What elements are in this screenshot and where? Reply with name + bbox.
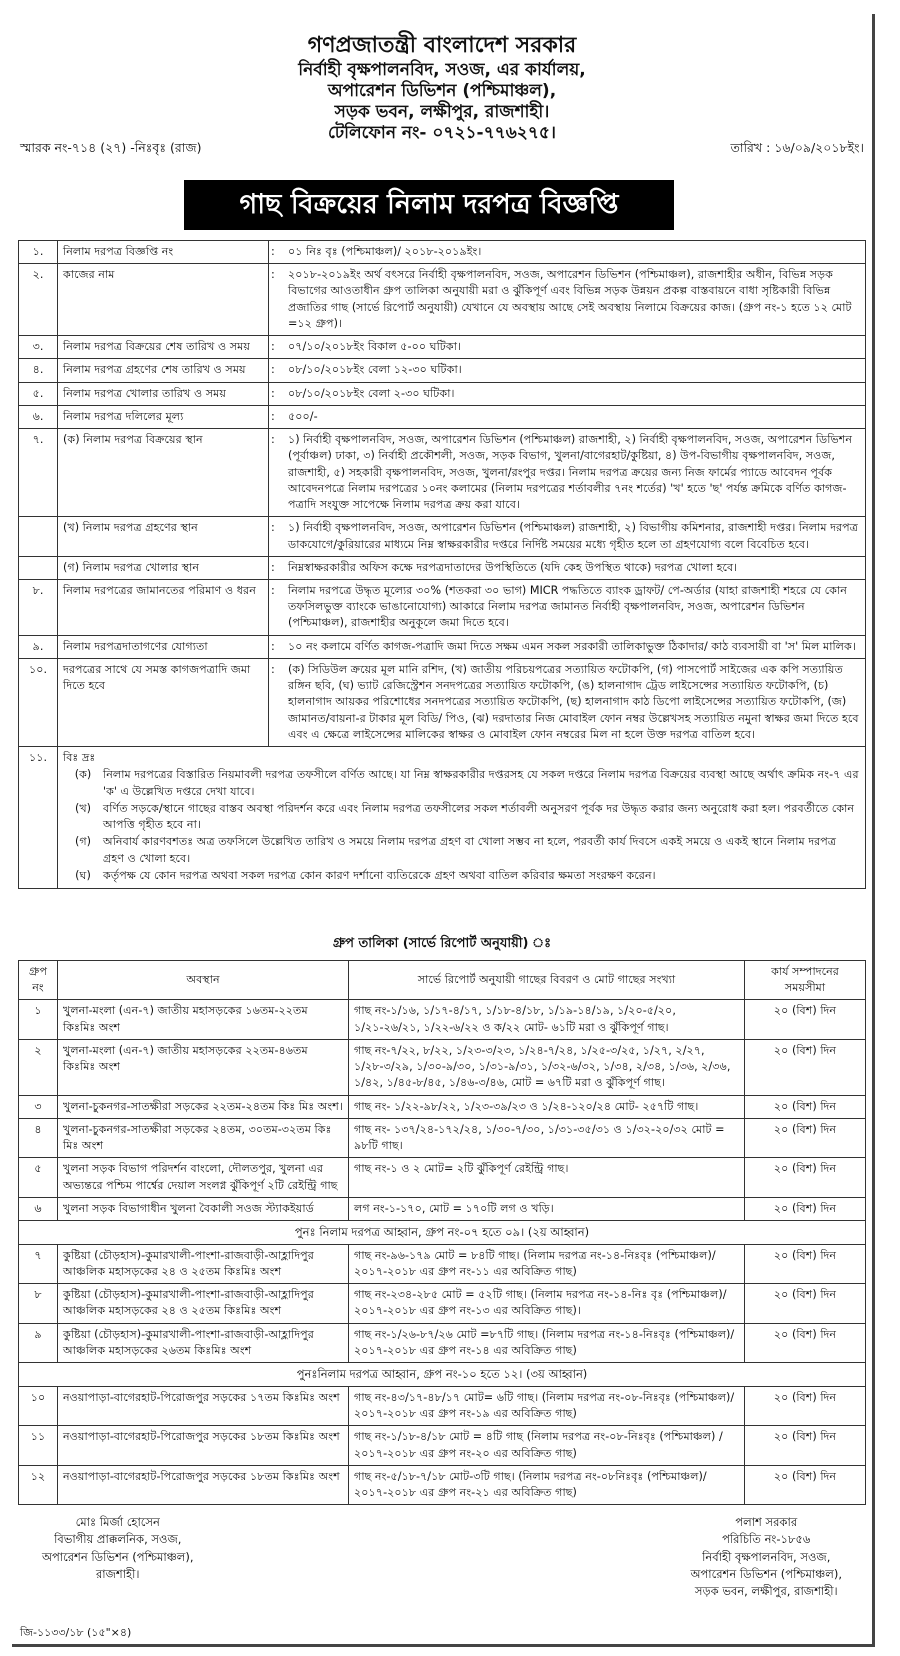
group-details: গাছ নং-৭/২২, ৮/২২, ১/২৩-৩/২৩, ১/২৪-৭/২৪, ১/২৫-৩/২৫, ১/২৭, ২/২৭, ১/২৮-৩/২৯, ১/৩০-৯/৩০, ১/৩১-৯/৩১, ১/৩২-৬/৩২, ১/৩৪, ২/৩৪, ১/৩৬, ২/৩৬, ১/৪২, ১/৪৫-৮/৪৫, ১/৪৬-৩/৪৬, মোট = ৬৭টি মরা ও ঝুঁকিপূর্ণ গাছ। [349,1039,745,1095]
group-number: ৭ [19,1244,58,1283]
item-number: ৫. [19,382,58,405]
group-row [19,1284,866,1323]
memo-number: স্মারক নং-৭১৪ (২৭) -নিঃবৃঃ (রাজ) [20,140,202,155]
signer-id: পরিচিতি নং-১৮৫৬ [722,1532,811,1547]
detail-row [19,517,866,556]
item-value: ০৮/১০/২০১৮ইং বেলা ১২-৩০ ঘটিকা। [283,359,866,382]
detail-row [19,658,866,746]
group-details: গাছ নং-১ ও ২ মোট= ২টি ঝুঁকিপূর্ণ রেইন্ট্রি গাছ। [349,1158,745,1197]
group-row [19,1386,866,1425]
detail-row [19,635,866,658]
signer-title: নির্বাহী বৃক্ষপালনবিদ, সওজ, [702,1549,831,1564]
print-code: জি-১১৩৩/১৮ (১৫"×৪) [20,1626,132,1639]
item-number: ১০. [19,658,58,746]
item-value: ১০ নং কলামে বর্ণিত কাগজ-পত্রাদি জমা দিতে সক্ষম এমন সকল সরকারী তালিকাভুক্ত ঠিকাদার/ কাঠ ব্যবসায়ী বা 'স' মিল মালিক। [283,635,866,658]
item-number [19,556,58,579]
item-label: নিলাম দরপত্রদাতাগণের যোগ্যতা [58,635,269,658]
note-item [63,801,860,833]
notice-page [12,14,875,1647]
group-location: খুলনা-মংলা (এন-৭) জাতীয় মহাসড়কের ১৬তম-২২তম কিঃমিঃ অংশ [58,1000,349,1039]
item-label: কাজের নাম [58,264,269,336]
colon-separator: : [269,359,284,382]
colon-separator: : [269,336,284,359]
group-duration: ২০ (বিশ) দিন [745,1284,866,1323]
colon-separator: : [269,382,284,405]
notice-title-banner: গাছ বিক্রয়ের নিলাম দরপত্র বিজ্ঞপ্তি [184,180,674,230]
signer-division: অপারেশন ডিভিশন (পশ্চিমাঞ্চল), [690,1566,842,1581]
detail-row [19,405,866,428]
group-row [19,1426,866,1465]
colon-separator: : [269,405,284,428]
signer-title: বিভাগীয় প্রাক্কলনিক, সওজ, [54,1532,182,1547]
note-text: কর্তৃপক্ষ যে কোন দরপত্র অথবা সকল দরপত্র কোন কারণ দর্শানো ব্যতিরেকে গ্রহণ অথবা বাতিল করিবার ক্ষমতা সংরক্ষণ করেন। [103,868,656,882]
item-label: নিলাম দরপত্র দলিলের মূল্য [58,405,269,428]
group-details: গাছ নং-১/২৬-৮৭/২৬ মোট =৮৭টি গাছ। (নিলাম দরপত্র নং-১৪-নিঃবৃঃ (পশ্চিমাঞ্চল)/২০১৭-২০১৮ এর গ্রুপ নং-১৪ এর অবিক্রিত গাছ) [349,1323,745,1362]
note-key: (ঘ) [75,868,91,882]
group-row [19,1158,866,1197]
group-duration: ২০ (বিশ) দিন [745,1386,866,1425]
group-details: গাছ নং-৫/১৮-৭/১৮ মোট-৩টি গাছ। (নিলাম দরপত্র নং-০৮নিঃবৃঃ (পশ্চিমাঞ্চল)/২০১৭-২০১৮ এর গ্রুপ নং-২১ এর অবিক্রিত গাছ) [349,1465,745,1504]
group-row [19,1000,866,1039]
header-line-4: সড়ক ভবন, লক্ষীপুর, রাজশাহী। [334,102,550,122]
colon-separator: : [269,556,284,579]
group-number: ৫ [19,1158,58,1197]
item-number: ৮. [19,579,58,635]
group-duration: ২০ (বিশ) দিন [745,1158,866,1197]
notes-number: ১১. [19,747,58,889]
group-row [19,1039,866,1095]
group-duration: ২০ (বিশ) দিন [745,1197,866,1220]
signer-division: অপারেশন ডিভিশন (পশ্চিমাঞ্চল), [42,1549,194,1564]
note-item [63,767,860,799]
item-number: ৭. [19,429,58,517]
notes-title: বিঃ দ্রঃ [63,751,96,765]
group-duration: ২০ (বিশ) দিন [745,1465,866,1504]
group-location: খুলনা-মংলা (এন-৭) জাতীয় মহাসড়কের ২২তম-৪৬তম কিঃমিঃ অংশ [58,1039,349,1095]
item-value: ২০১৮-২০১৯ইং অর্থ বৎসরে নির্বাহী বৃক্ষপালনবিদ, সওজ, অপারেশন ডিভিশন (পশ্চিমাঞ্চল), রাজশাহীর অধীন, বিভিন্ন সড়ক বিভাগের আওতাধীন গ্রুপ তালিকা অনুযায়ী মরা ও ঝুঁকিপূর্ণ এবং বিভিন্ন সড়ক উন্নয়ন প্রকল্প বাস্তবায়নে বাধা সৃষ্টিকারী বিভিন্ন প্রজাতির গাছ (সার্ভে রিপোর্ট অনুযায়ী) যেখানে যে অবস্থায় আছে সেই অবস্থায় নিলামে বিক্রয়ের কাজ। (গ্রুপ নং-১ হতে ১২ মোট =১২ গ্রুপ)। [283,264,866,336]
group-number: ৯ [19,1323,58,1362]
group-number: ১২ [19,1465,58,1504]
detail-row [19,579,866,635]
header-line-3: অপারেশন ডিভিশন (পশ্চিমাঞ্চল), [327,80,557,101]
note-text: অনিবার্য কারণবশতঃ অত্র তফসিলে উল্লেখিত তারিখ ও সময়ে নিলাম দরপত্র গ্রহণ বা খোলা সম্ভব না হলে, পরবর্তী কার্য দিবসে একই সময়ে ও একই স্থানে নিলাম দরপত্র গ্রহণ ও খোলা হবে। [103,835,837,865]
header-duration: কার্য সম্পাদনের সময়সীমা [745,961,866,1000]
group-location: নওয়াপাড়া-বাগেরহাট-পিরোজপুর সড়কের ১৭তম কিঃমিঃ অংশ [58,1386,349,1425]
signature-left [42,1514,194,1583]
group-location: খুলনা সড়ক বিভাগ পরিদর্শন বাংলো, দৌলতপুর, খুলনা এর অভ্যন্তরে পশ্চিম পার্শ্বের দেয়াল সংলগ্ন ঝুঁকিপূর্ণ ২টি রেইন্ট্রি গাছ [58,1158,349,1197]
item-label: দরপত্রের সাথে যে সমস্ত কাগজপত্রাদি জমা দিতে হবে [58,658,269,746]
header-location: অবস্থান [58,961,349,1000]
group-location: খুলনা সড়ক বিভাগাধীন খুলনা বৈকালী সওজ স্ট্যাকইয়ার্ড [58,1197,349,1220]
item-number: ৬. [19,405,58,428]
group-table-header [19,961,866,1000]
detail-row [19,336,866,359]
signer-name: মোঃ মির্জা হোসেন [75,1515,160,1529]
header-line-2: নির্বাহী বৃক্ষপালনবিদ, সওজ, এর কার্যালয়, [298,59,586,80]
group-number: ৩ [19,1095,58,1118]
group-duration: ২০ (বিশ) দিন [745,1095,866,1118]
group-details: গাছ নং-৯৬-১৭৯ মোট = ৮৪টি গাছ। (নিলাম দরপত্র নং-১৪-নিঃবৃঃ (পশ্চিমাঞ্চল)/২০১৭-২০১৮ এর গ্রুপ নং-১১ এর অবিক্রিত গাছ) [349,1244,745,1283]
group-number: ১১ [19,1426,58,1465]
signer-place: রাজশাহী। [95,1566,140,1581]
group-details: লগ নং-১-১৭০, মোট = ১৭০টি লগ ও খড়ি। [349,1197,745,1220]
item-number: ৩. [19,336,58,359]
colon-separator: : [269,264,284,336]
item-number: ৪. [19,359,58,382]
group-number: ২ [19,1039,58,1095]
group-details: গাছ নং-২৩৪-২৮৫ মোট = ৫২টি গাছ। (নিলাম দরপত্র নং-১৪-নিঃ বৃঃ (পশ্চিমাঞ্চল)/২০১৭-২০১৮ এর গ্রুপ নং-১৩ এর অবিক্রিত গাছ)। [349,1284,745,1323]
item-value: নিম্নস্বাক্ষরকারীর অফিস কক্ষে দরপত্রদাতাদের উপস্থিতিতে (যদি কেহ উপস্থিত থাকে) দরপত্র খোলা হবে। [283,556,866,579]
tender-details-table [18,240,866,889]
colon-separator: : [269,658,284,746]
group-location: খুলনা-চুকনগর-সাতক্ষীরা সড়কের ২২তম-২৪তম কিঃ মিঃ অংশ। [58,1095,349,1118]
item-number: ৯. [19,635,58,658]
group-row [19,1095,866,1118]
signer-address: সড়ক ভবন, লক্ষীপুর, রাজশাহী। [694,1584,838,1598]
group-row [19,1197,866,1220]
group-details: গাছ নং-১/১৮-৪/১৮ মোট = ৪টি গাছ (নিলাম দরপত্র নং-০৮-নিঃবৃঃ (পশ্চিমাঞ্চল) /২০১৭-২০১৮ এর গ্রুপ নং-২০ এর অবিক্রিত গাছ) [349,1426,745,1465]
group-details: গাছ নং- ১/২২-৯৮/২২, ১/২৩-৩৯/২৩ ও ১/২৪-১২০/২৪ মোট- ২৫৭টি গাছ। [349,1095,745,1118]
item-value: ০১ নিঃ বৃঃ (পশ্চিমাঞ্চল)/ ২০১৮-২০১৯ইং। [283,241,866,264]
item-label: নিলাম দরপত্র বিক্রয়ের শেষ তারিখ ও সময় [58,336,269,359]
group-details: গাছ নং- ১৩৭/২৪-১৭২/২৪, ১/৩০-৭/৩০, ১/৩১-৩৫/৩১ ও ১/৩২-২০/৩২ মোট = ৯৮টি গাছ। [349,1118,745,1157]
note-key: (ক) [74,768,92,782]
detail-row [19,264,866,336]
office-header [12,32,872,145]
item-number: ২. [19,264,58,336]
group-location: খুলনা-চুকনগর-সাতক্ষীরা সড়কের ২৪তম, ৩০তম-৩২তম কিঃ মিঃ অংশ [58,1118,349,1157]
item-label: নিলাম দরপত্র গ্রহণের শেষ তারিখ ও সময় [58,359,269,382]
signer-name: পলাশ সরকার [735,1515,798,1529]
item-label: (গ) নিলাম দরপত্র খোলার স্থান [58,556,269,579]
item-value: ০৮/১০/২০১৮ইং বেলা ২-৩০ ঘটিকা। [283,382,866,405]
group-details: গাছ নং-১/১৬, ১/১৭-৪/১৭, ১/১৮-৪/১৮, ১/১৯-১৪/১৯, ১/২০-৫/২০, ১/২১-২৬/২১, ১/২২-৬/২২ ও ক/২২ মোট- ৬১টি মরা ও ঝুঁকিপূর্ণ গাছ। [349,1000,745,1039]
group-number: ৮ [19,1284,58,1323]
detail-row [19,556,866,579]
note-text: নিলাম দরপত্রের বিস্তারিত নিয়মাবলী দরপত্র তফসীলে বর্ণিত আছে। যা নিম্ন স্বাক্ষরকারীর দপ্তরসহ যে সকল দপ্তরে নিলাম দরপত্র বিক্রয়ের ব্যবস্থা আছে অর্থাৎ ক্রমিক নং-৭ এর 'ক' এ উল্লেখিত দপ্তরে দেখা যাবে। [103,768,859,798]
group-details: গাছ নং-৪৩/১৭-৪৮/১৭ মোট= ৬টি গাছ। (নিলাম দরপত্র নং-০৮-নিঃবৃঃ (পশ্চিমাঞ্চল)/২০১৭-২০১৮ এর গ্রুপ নং-১৯ এর অবিক্রিত গাছ) [349,1386,745,1425]
detail-row [19,359,866,382]
notice-date: তারিখ : ১৬/০৯/২০১৮ইং। [730,140,864,155]
colon-separator: : [269,429,284,517]
group-location: নওয়াপাড়া-বাগেরহাট-পিরোজপুর সড়কের ১৮তম কিঃমিঃ অংশ [58,1465,349,1504]
group-duration: ২০ (বিশ) দিন [745,1118,866,1157]
signature-right [691,1514,843,1600]
group-number: ১ [19,1000,58,1039]
group-number: ৬ [19,1197,58,1220]
item-label: নিলাম দরপত্র খোলার তারিখ ও সময় [58,382,269,405]
item-label: (খ) নিলাম দরপত্র গ্রহণের স্থান [58,517,269,556]
note-item [63,868,860,884]
section-row-second-call [19,1221,866,1245]
colon-separator: : [269,579,284,635]
colon-separator: : [269,635,284,658]
note-item [63,834,860,866]
group-duration: ২০ (বিশ) দিন [745,1039,866,1095]
section-label: পুনঃনিলাম দরপত্র আহ্বান, গ্রুপ নং-১০ হতে ১২। (৩য় আহ্বান) [19,1363,866,1387]
note-key: (গ) [74,835,92,849]
group-number: ১০ [19,1386,58,1425]
colon-separator: : [269,241,284,264]
item-value: নিলাম দরপত্রে উদ্ধৃত মূল্যের ৩০% (শতকরা ৩০ ভাগ) MICR পদ্ধতিতে ব্যাংক ড্রাফট/ পে-অর্ডার (যাহা রাজশাহী শহরে যে কোন তফসিলভুক্ত ব্যাংকে ভাঙানোযোগ্য) আকারে নিলাম দরপত্র জামানত নির্বাহী বৃক্ষপালনবিদ, সওজ, অপারেশন ডিভিশন (পশ্চিমাঞ্চল), রাজশাহীর অনুকূলে জমা দিতে হবে। [283,579,866,635]
colon-separator: : [269,517,284,556]
item-value: ১) নির্বাহী বৃক্ষপালনবিদ, সওজ, অপারেশন ডিভিশন (পশ্চিমাঞ্চল) রাজশাহী, ২) নির্বাহী বৃক্ষপালনবিদ, সওজ, অপারেশন ডিভিশন (পূর্বাঞ্চল) ঢাকা, ৩) নির্বাহী প্রকৌশলী, সওজ, সড়ক বিভাগ, খুলনা/বাগেরহাট/কুষ্টিয়া, ৪) উপ-বিভাগীয় বৃক্ষপালনবিদ, সওজ, রাজশাহী, ৫) সহকারী বৃক্ষপালনবিদ, সওজ, খুলনা/রংপুর দপ্তর। নিলাম দরপত্র ক্রয়ের জন্য নিজ ফার্মের প্যাডে আবেদন পূর্বক আবেদনপত্রে নিলাম দরপত্রের ১০নং কলামের (নিলাম দরপত্রের শর্তাবলীর ৭নং শর্তের) 'খ' হতে 'ছ' পর্যন্ত ক্রমিকে বর্ণিত কাগজ-পত্রাদি সংযুক্ত সাপেক্ষে নিলাম দরপত্র ক্রয় করা যাবে। [283,429,866,517]
detail-row [19,382,866,405]
note-key: (খ) [74,801,92,815]
notes-row [19,747,866,889]
group-duration: ২০ (বিশ) দিন [745,1323,866,1362]
group-row [19,1323,866,1362]
detail-row [19,241,866,264]
group-location: কুষ্টিয়া (চৌড়হাস)-কুমারখালী-পাংশা-রাজবাড়ী-আহ্লাদিপুর আঞ্চলিক মহাসড়কের ২৪ ও ২৫তম কিঃমিঃ অংশ [58,1244,349,1283]
group-duration: ২০ (বিশ) দিন [745,1000,866,1039]
group-number: ৪ [19,1118,58,1157]
item-value: ১) নির্বাহী বৃক্ষপালনবিদ, সওজ, অপারেশন ডিভিশন (পশ্চিমাঞ্চল) রাজশাহী, ২) বিভাগীয় কমিশনার, রাজশাহী দপ্তর। নিলাম দরপত্র ডাকযোগে/কুরিয়ারের মাধ্যমে নিম্ন স্বাক্ষরকারীর দপ্তরে নির্দিষ্ট সময়ের মধ্যে গৃহীত হলে তা গ্রহণযোগ্য বলে বিবেচিত হবে। [283,517,866,556]
header-details: সার্ভে রিপোর্ট অনুযায়ী গাছের বিবরণ ও মোট গাছের সংখ্যা [349,961,745,1000]
group-location: কুষ্টিয়া (চৌড়হাস)-কুমারখালী-পাংশা-রাজবাড়ী-আহ্লাদিপুর আঞ্চলিক মহাসড়কের ২৪ ও ২৫তম কিঃমিঃ অংশ [58,1284,349,1323]
group-row [19,1118,866,1157]
group-list-title: গ্রুপ তালিকা (সার্ভে রিপোর্ট অনুযায়ী) ঃ [332,936,552,951]
group-location: নওয়াপাড়া-বাগেরহাট-পিরোজপুর সড়কের ১৮তম কিঃমিঃ অংশ [58,1426,349,1465]
item-number: ১. [19,241,58,264]
group-row [19,1244,866,1283]
item-label: (ক) নিলাম দরপত্র বিক্রয়ের স্থান [58,429,269,517]
group-location: কুষ্টিয়া (চৌড়হাস)-কুমারখালী-পাংশা-রাজবাড়ী-আহ্লাদিপুর আঞ্চলিক মহাসড়কের ২৬তম কিঃমিঃ অংশ [58,1323,349,1362]
item-label: নিলাম দরপত্রের জামানতের পরিমাণ ও ধরন [58,579,269,635]
group-duration: ২০ (বিশ) দিন [745,1426,866,1465]
group-table [18,960,866,1505]
item-value: (ক) সিডিউল ক্রয়ের মূল মানি রশিদ, (খ) জাতীয় পরিচয়পত্রের সত্যায়িত ফটোকপি, (গ) পাসপোর্ট সাইজের এক কপি সত্যায়িত রঙ্গিন ছবি, (ঘ) ভ্যাট রেজিস্ট্রেশন সনদপত্রের সত্যায়িত ফটোকপি, (ঙ) হালনাগাদ ট্রেড লাইসেন্সের সত্যায়িত ফটোকপি, (চ) হালনাগাদ আয়কর পরিশোধের সনদপত্রের সত্যায়িত ফটোকপি, (ছ) হালনাগাদ কাঠ ডিপো লাইসেন্সের সত্যায়িত ফটোকপি, (জ) জামানত/বায়না-র টাকার মূল বিডি/ পিও, (ঝ) দরদাতার নিজ মোবাইল ফোন নম্বর উল্লেখসহ সত্যায়িত নমুনা স্বাক্ষর জমা দিতে হবে এবং এ ক্ষেত্রে লাইসেন্সের মালিকের স্বাক্ষর ও মোবাইল ফোন নম্বরের মিল না হলে উক্ত দরপত্র বাতিল হবে। [283,658,866,746]
header-line-5: টেলিফোন নং- ০৭২১-৭৭৬২৭৫। [327,123,556,144]
item-value: ৫০০/- [283,405,866,428]
item-number [19,517,58,556]
group-row [19,1465,866,1504]
detail-row [19,429,866,517]
section-row-third-call [19,1363,866,1387]
header-group-number: গ্রুপ নং [19,961,58,1000]
item-label: নিলাম দরপত্র বিজ্ঞপ্তি নং [58,241,269,264]
group-duration: ২০ (বিশ) দিন [745,1244,866,1283]
item-value: ০৭/১০/২০১৮ইং বিকাল ৫-০০ ঘটিকা। [283,336,866,359]
note-text: বর্ণিত সড়কে/স্থানে গাছের বাস্তব অবস্থা পরিদর্শন করে এবং নিলাম দরপত্র তফসীলের সকল শর্তাবলী অনুসরণ পূর্বক দর উদ্ধৃত করার জন্য অনুরোধ করা হল। পরবর্তীতে কোন আপত্তি গৃহীত হবে না। [103,801,855,832]
section-label: পুনঃ নিলাম দরপত্র আহ্বান, গ্রুপ নং-০৭ হতে ০৯। (২য় আহ্বান) [19,1221,866,1245]
header-line-1: গণপ্রজাতন্ত্রী বাংলাদেশ সরকার [307,33,577,58]
